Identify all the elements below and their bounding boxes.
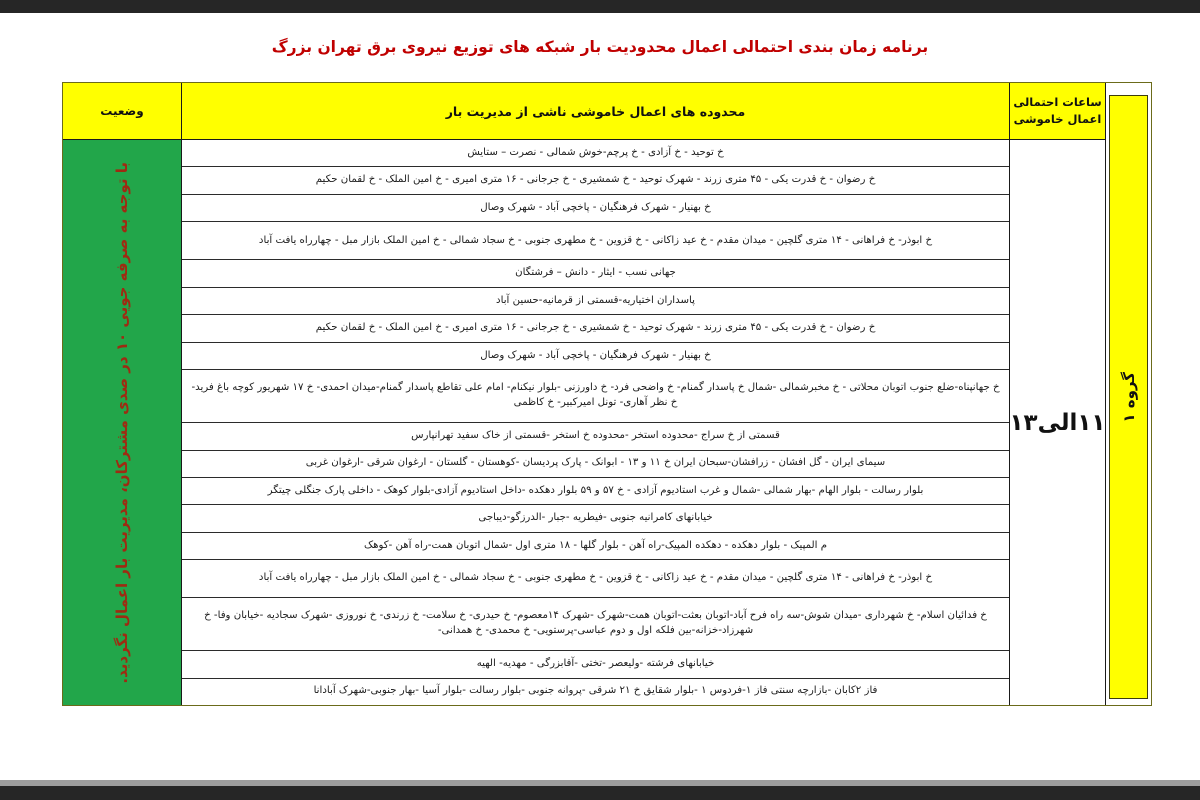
table-row	[182, 451, 1009, 478]
status-column	[63, 83, 181, 705]
area-cell-text: خیابانهای کامرانیه جنوبی -فیطریه -جبار -الدرزگو-دیباجی	[478, 512, 713, 524]
area-cell-text: خ ابوذر- خ فراهانی - ۱۴ متری گلچین - میدان مقدم - خ عید زاکانی - خ قزوین - خ مطهری جنوبی - خ سجاد شمالی - خ امین الملک بازار مبل - چهارراه یافت آباد	[258, 234, 933, 246]
hours-column	[1009, 83, 1105, 705]
table-row	[182, 533, 1009, 560]
area-cell-text: سیمای ایران - گل افشان - زرافشان-سبحان ایران خ ۱۱ و ۱۳ - ابوانک - پارک پردیسان -کوهستان - گلستان - ارغوان شرقی -ارغوان غربی	[305, 457, 886, 469]
areas-column-header: محدوده های اعمال خاموشی ناشی از مدیریت بار	[182, 83, 1009, 140]
table-row	[182, 288, 1009, 315]
table-row	[182, 343, 1009, 370]
page-title: برنامه زمان بندی احتمالی اعمال محدودیت بار شبکه های توزیع نیروی برق تهران بزرگ	[271, 38, 929, 56]
letterbox-top-bar	[0, 0, 1200, 13]
table-row	[182, 478, 1009, 505]
table-row	[182, 260, 1009, 287]
outage-schedule-table	[62, 82, 1152, 706]
table-row	[182, 679, 1009, 705]
table-row	[182, 370, 1009, 423]
area-cell-text: خ جهانپناه-ضلع جنوب اتوبان محلاتی - خ مخبرشمالی -شمال خ پاسدار گمنام- خ واضحی فرد- خ داورزنی -بلوار نیکنام- امام علی تقاطع پاسدار گمنام-میدان احمدی- خ ۱۷ شهریور کوچه باغ فرید- خ نظر آهاری- تونل امیرکبیر- خ کاظمی	[191, 382, 1000, 409]
status-column-header: وضعیت	[63, 83, 181, 140]
table-row	[182, 598, 1009, 651]
area-cell-text: فاز ۲کابان -بازارچه سنتی فاز ۱-فردوس ۱ -بلوار شقایق خ ۲۱ شرقی -پروانه جنوبی -بلوار رسالت -بلوار آسیا -بهار جنوبی-شهرک آبادانا	[313, 685, 878, 697]
group-column	[1105, 83, 1151, 705]
areas-column	[181, 83, 1009, 705]
area-cell-text: خ توحید - خ آزادی - خ پرچم-خوش شمالی - نصرت – ستایش	[467, 146, 724, 158]
area-cell-text: بلوار رسالت - بلوار الهام -بهار شمالی -شمال و غرب استادیوم آزادی - خ ۵۷ و ۵۹ بلوار دهکده -داخل استادیوم آزادی-بلوار کوهک - داخلی پارک جنگلی چیتگر	[267, 484, 924, 496]
hours-header-line1: ساعات احتمالی	[1013, 94, 1102, 109]
table-row	[182, 423, 1009, 450]
area-cell-text: خ رضوان - خ قدرت یکی - ۴۵ متری زرند - شهرک توحید - خ شمشیری - خ جرجانی - ۱۶ متری امیری - خ امین الملک - خ لقمان حکیم	[315, 322, 876, 334]
hours-column-body	[1010, 140, 1105, 705]
area-cell-text: م المپیک - بلوار دهکده - دهکده المپیک-راه آهن - بلوار گلها - ۱۸ متری اول -شمال اتوبان همت-راه آهن -کوهک	[363, 539, 828, 551]
area-cell-text: خ بهنیار - شهرک فرهنگیان - پاخچی آباد - شهرک وصال	[480, 201, 711, 213]
area-cell-text: پاسداران اختیاریه-قسمتی از قرمانیه-حسین آباد	[496, 294, 695, 306]
area-cell-text: خیابانهای فرشته -ولیعصر -تختی -آقابزرگی - مهدیه- الهیه	[476, 657, 715, 669]
group-label: گروه ۱	[1119, 371, 1138, 423]
area-cell-text: خ فدائیان اسلام- خ شهرداری -میدان شوش-سه راه فرح آباد-اتوبان بعثت-اتوبان همت-شهرک -شهرک ۱۴معصوم- خ حیدری- خ سلامت- خ زرندی- خ نوروزی -شهرک سجادیه -خیابان وفا- خ شهرزاد-خزانه-بین فلکه اول و دوم عباسی-پرستویی- خ محمدی- خ همدانی-	[204, 610, 987, 637]
table-row	[182, 505, 1009, 532]
table-row	[182, 167, 1009, 194]
table-row	[182, 651, 1009, 678]
hours-header-line2: اعمال خاموشی	[1013, 112, 1102, 126]
table-row	[182, 140, 1009, 167]
status-column-body	[63, 140, 181, 705]
table-row	[182, 315, 1009, 342]
table-row	[182, 195, 1009, 222]
table-row	[182, 222, 1009, 260]
letterbox-bottom-bar	[0, 786, 1200, 800]
area-cell-text: خ رضوان - خ قدرت یکی - ۴۵ متری زرند - شهرک توحید - خ شمشیری - خ جرجانی - ۱۶ متری امیری - خ امین الملک - خ لقمان حکیم	[315, 174, 876, 186]
area-cell-text: خ بهنیار - شهرک فرهنگیان - پاخچی آباد - شهرک وصال	[480, 349, 711, 361]
hours-column-header	[1010, 83, 1105, 140]
area-cell-text: جهانی نسب - ایثار - دانش – فرشتگان	[515, 267, 676, 279]
group-badge	[1109, 95, 1148, 699]
outage-hours-value: ۱۱الی۱۳	[1009, 409, 1106, 436]
area-cell-text: خ ابوذر- خ فراهانی - ۱۴ متری گلچین - میدان مقدم - خ عید زاکانی - خ قزوین - خ مطهری جنوبی - خ سجاد شمالی - خ امین الملک بازار مبل - چهارراه یافت آباد	[258, 572, 933, 584]
table-row	[182, 560, 1009, 598]
areas-row-list	[182, 140, 1009, 705]
area-cell-text: قسمتی از خ سراج -محدوده استخر -محدوده خ استخر -قسمتی از خاک سفید تهرانپارس	[411, 429, 780, 441]
status-note: با توجه به صرفه جویی ۱۰ در صدی مشترکان، مدیریت بار اعمال نگردید.	[112, 161, 131, 684]
